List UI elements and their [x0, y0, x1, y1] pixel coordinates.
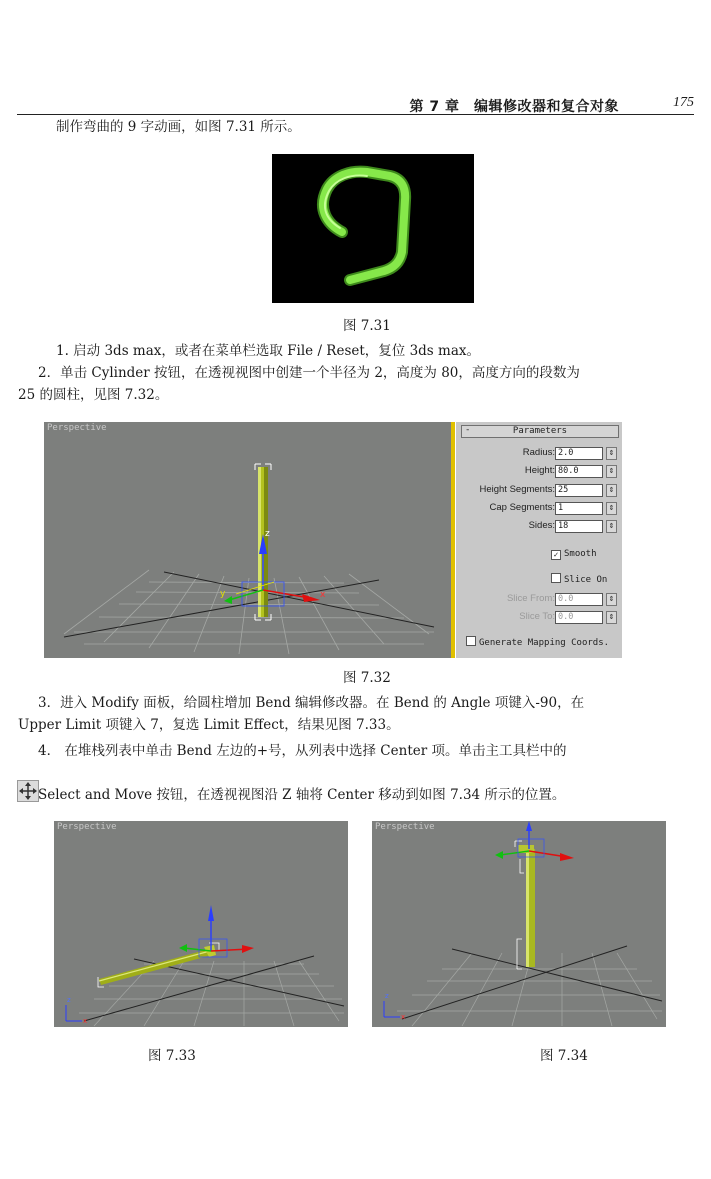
slice-on-label: Slice On [564, 575, 608, 585]
slice-on-checkbox[interactable] [551, 573, 607, 585]
generate-mapping-checkbox[interactable] [466, 636, 609, 648]
step-2-paragraph-line1: 2．单击 Cylinder 按钮，在透视视图中创建一个半径为 2，高度为 80，高度方向的段数为 [38, 365, 580, 381]
corner-z-label-2: z [385, 992, 389, 1000]
x-axis-label: x [320, 590, 326, 600]
step-3-paragraph-line1: 3．进入 Modify 面板，给圆柱增加 Bend 编辑修改器。在 Bend 的 Angle 项键入-90，在 [38, 695, 585, 711]
height-label: Height: [524, 465, 555, 476]
select-and-move-icon [17, 780, 39, 802]
sides-label: Sides: [528, 520, 555, 531]
figure-7-33-caption: 图 7.33 [148, 1048, 196, 1064]
viewport-scene-7-34 [372, 821, 666, 1027]
y-axis-label: y [220, 589, 226, 599]
parameters-rollout-header[interactable] [461, 425, 619, 438]
viewport-label-7-33: Perspective [57, 822, 117, 832]
viewport-label: Perspective [47, 423, 107, 433]
height-segments-input[interactable]: 25 [555, 484, 603, 497]
step-1-paragraph: 1. 启动 3ds max，或者在菜单栏选取 File / Reset，复位 3ds max。 [56, 343, 480, 359]
collapse-toggle[interactable]: - [465, 425, 471, 435]
step-2-paragraph-line2: 25 的圆柱，见图 7.32。 [18, 387, 169, 403]
step-3-paragraph-line2: Upper Limit 项键入 7，复选 Limit Effect，结果见图 7.33。 [18, 717, 400, 733]
radius-input[interactable]: 2.0 [555, 447, 603, 460]
radius-spinner[interactable]: ⇕ [606, 447, 617, 460]
generate-mapping-label: Generate Mapping Coords. [479, 638, 610, 648]
intro-paragraph: 制作弯曲的 9 字动画，如图 7.31 所示。 [56, 119, 301, 135]
slice-to-label: Slice To: [519, 611, 555, 622]
slice-from-spinner[interactable]: ⇕ [606, 593, 617, 606]
sides-spinner[interactable]: ⇕ [606, 520, 617, 533]
active-viewport-border [451, 422, 455, 658]
radius-label: Radius: [522, 447, 555, 458]
viewport-scene [44, 422, 451, 658]
smooth-checkbox[interactable] [551, 549, 597, 560]
slice-to-input[interactable]: 0.0 [555, 611, 603, 624]
bent-nine-shape [272, 154, 474, 303]
viewport-scene-7-33 [54, 821, 348, 1027]
step-4-paragraph-line2: Select and Move 按钮，在透视视图沿 Z 轴将 Center 移动到如图 7.34 所示的位置。 [38, 787, 566, 803]
cap-segments-spinner[interactable]: ⇕ [606, 502, 617, 515]
figure-7-34-viewport[interactable] [372, 821, 666, 1027]
figure-7-32-caption: 图 7.32 [343, 670, 391, 686]
rollout-title: Parameters [512, 426, 568, 436]
corner-z-label: z [67, 996, 71, 1004]
step-4-paragraph-line1: 4． 在堆栈列表中单击 Bend 左边的+号，从列表中选择 Center 项。单击主工具栏中的 [38, 743, 567, 759]
height-segments-label: Height Segments: [479, 484, 555, 495]
figure-7-33-viewport[interactable] [54, 821, 348, 1027]
height-segments-spinner[interactable]: ⇕ [606, 484, 617, 497]
figure-7-31-caption: 图 7.31 [343, 318, 391, 334]
page-number: 175 [673, 95, 694, 110]
corner-x-label: x [83, 1017, 88, 1025]
smooth-label: Smooth [564, 549, 597, 559]
height-input[interactable]: 80.0 [555, 465, 603, 478]
cap-segments-label: Cap Segments: [489, 502, 555, 513]
slice-from-input[interactable]: 0.0 [555, 593, 603, 606]
chapter-title: 第 7 章 编辑修改器和复合对象 [409, 99, 619, 115]
slice-on-checkbox-box[interactable] [551, 573, 561, 583]
height-spinner[interactable]: ⇕ [606, 465, 617, 478]
cap-segments-input[interactable]: 1 [555, 502, 603, 515]
slice-from-label: Slice From: [506, 593, 555, 604]
header-rule [17, 114, 694, 115]
sides-input[interactable]: 18 [555, 520, 603, 533]
slice-to-spinner[interactable]: ⇕ [606, 611, 617, 624]
figure-7-32-viewport[interactable] [44, 422, 451, 658]
figure-7-34-caption: 图 7.34 [540, 1048, 588, 1064]
corner-x-label-2: x [401, 1013, 406, 1021]
viewport-label-7-34: Perspective [375, 822, 435, 832]
parameters-rollout [456, 422, 622, 658]
figure-7-31-render [272, 154, 474, 303]
smooth-checkbox-box[interactable]: ✓ [551, 550, 561, 560]
generate-mapping-checkbox-box[interactable] [466, 636, 476, 646]
z-axis-label: z [265, 529, 270, 539]
